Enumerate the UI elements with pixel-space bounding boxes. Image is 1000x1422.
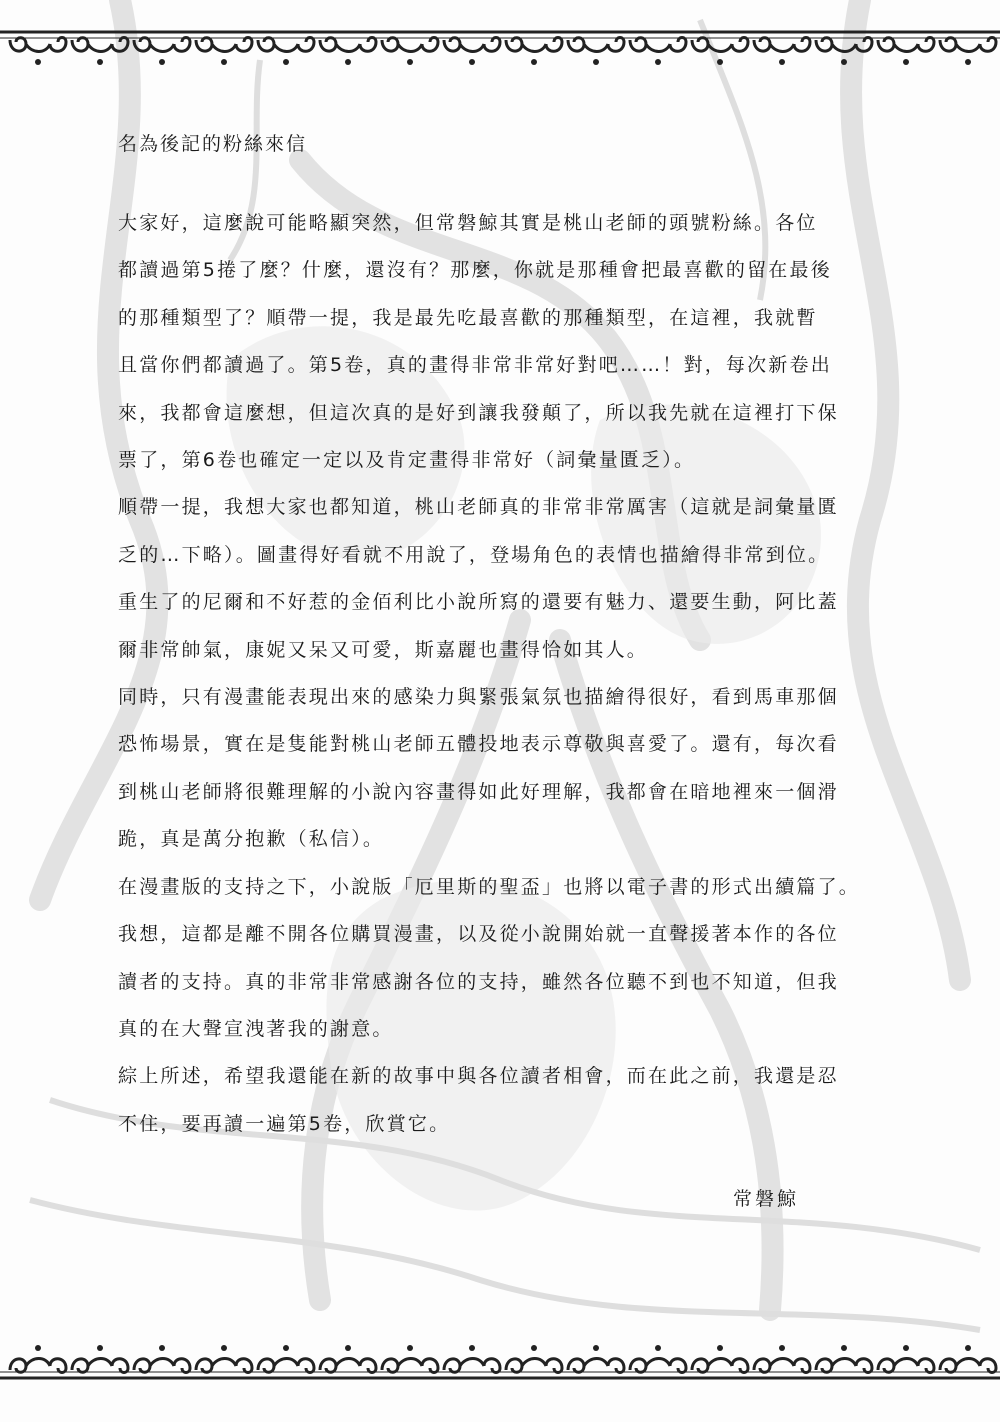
scroll-ornament <box>10 1359 66 1373</box>
scroll-ornament <box>568 38 624 52</box>
scroll-ornament <box>444 1359 500 1373</box>
scroll-ornament <box>816 38 872 52</box>
scroll-ornament <box>134 38 190 52</box>
signature: 常磐鯨 <box>733 1188 800 1210</box>
scroll-ornament <box>878 1359 934 1373</box>
letter-line: 跪，真是萬分抱歉（私信）。 <box>118 828 385 851</box>
letter-paragraph <box>118 200 888 484</box>
letter-line: 在漫畫版的支持之下，小說版「厄里斯的聖盃」也將以電子書的形式出續篇了。 <box>118 875 861 898</box>
letter-line: 且當你們都讀過了。第5卷，真的畫得非常非常好對吧……！對，每次新卷出 <box>118 354 832 377</box>
letter-line: 都讀過第5捲了麼？什麼，還沒有？那麼，你就是那種會把最喜歡的留在最後 <box>118 259 832 282</box>
scroll-ornament <box>630 38 686 52</box>
ornament-dot <box>593 1345 599 1351</box>
ornament-dot <box>221 59 227 65</box>
scroll-ornament <box>382 1359 438 1373</box>
letter-body <box>118 126 888 1148</box>
scroll-ornament <box>506 38 562 52</box>
letter-line: 乏的…下略）。圖畫得好看就不用說了，登場角色的表情也描繪得非常到位。 <box>118 543 830 566</box>
scroll-ornament <box>754 38 810 52</box>
ornament-dot <box>407 59 413 65</box>
scroll-ornament <box>10 38 66 52</box>
ornament-dot <box>407 1345 413 1351</box>
scroll-ornament <box>568 1359 624 1373</box>
ornament-dot <box>717 1345 723 1351</box>
letter-line: 真的在大聲宣洩著我的謝意。 <box>118 1017 394 1040</box>
ornament-dot <box>345 1345 351 1351</box>
top-ornament-border <box>0 20 1000 90</box>
letter-line: 大家好，這麼說可能略顯突然，但常磐鯨其實是桃山老師的頭號粉絲。各位 <box>118 212 818 234</box>
scroll-ornament <box>258 1359 314 1373</box>
letter-paragraphs <box>118 200 888 1148</box>
scroll-ornament <box>320 38 376 52</box>
ornament-dot <box>35 59 41 65</box>
letter-line: 重生了的尼爾和不好惹的金佰利比小說所寫的還要有魅力、還要生動，阿比蓋 <box>118 591 839 614</box>
letter-line: 不住，要再讀一遍第5卷，欣賞它。 <box>118 1112 451 1135</box>
scroll-ornament <box>72 1359 128 1373</box>
ornament-dot <box>531 59 537 65</box>
scroll-ornament <box>630 1359 686 1373</box>
scroll-ornament <box>816 1359 872 1373</box>
letter-line: 讀者的支持。真的非常非常感謝各位的支持，雖然各位聽不到也不知道，但我 <box>118 970 839 993</box>
ornament-dot <box>159 59 165 65</box>
scroll-ornament <box>196 38 252 52</box>
letter-paragraph <box>118 1053 888 1148</box>
ornament-dot <box>345 59 351 65</box>
letter-line: 綜上所述，希望我還能在新的故事中與各位讀者相會，而在此之前，我還是忍 <box>118 1065 839 1088</box>
letter-line: 的那種類型了？順帶一提，我是最先吃最喜歡的那種類型，在這裡，我就暫 <box>118 306 818 329</box>
letter-line: 到桃山老師將很難理解的小說內容畫得如此好理解，我都會在暗地裡來一個滑 <box>118 780 839 803</box>
scroll-ornament <box>72 38 128 52</box>
ornament-dot <box>903 59 909 65</box>
ornament-dot <box>97 1345 103 1351</box>
scroll-ornament <box>196 1359 252 1373</box>
ornament-dot <box>159 1345 165 1351</box>
letter-line: 我想，這都是離不開各位購買漫畫，以及從小說開始就一直聲援著本作的各位 <box>118 923 839 946</box>
ornament-dot <box>593 59 599 65</box>
scroll-ornament <box>692 1359 748 1373</box>
ornament-dot <box>97 59 103 65</box>
ornament-dot <box>965 59 971 65</box>
scroll-ornament <box>878 38 934 52</box>
ornament-dot <box>35 1345 41 1351</box>
scroll-ornament <box>754 1359 810 1373</box>
ornament-dot <box>903 1345 909 1351</box>
scroll-ornament <box>382 38 438 52</box>
ornament-dot <box>531 1345 537 1351</box>
letter-paragraph <box>118 674 888 864</box>
scroll-ornament <box>258 38 314 52</box>
scroll-ornament <box>940 38 996 52</box>
letter-line: 票了，第6卷也確定一定以及肯定畫得非常好（詞彙量匱乏）。 <box>118 449 696 472</box>
ornament-dot <box>655 59 661 65</box>
scroll-ornament <box>506 1359 562 1373</box>
letter-title: 名為後記的粉絲來信 <box>118 133 308 155</box>
scroll-ornament <box>134 1359 190 1373</box>
ornament-dot <box>841 59 847 65</box>
ornament-dot <box>221 1345 227 1351</box>
letter-paragraph <box>118 864 888 1054</box>
scroll-ornament <box>940 1359 996 1373</box>
letter-line: 來，我都會這麼想，但這次真的是好到讓我發顛了，所以我先就在這裡打下保 <box>118 401 839 424</box>
bottom-ornament-border <box>0 1322 1000 1392</box>
ornament-dot <box>965 1345 971 1351</box>
ornament-dot <box>469 1345 475 1351</box>
ornament-dot <box>469 59 475 65</box>
scroll-ornament <box>444 38 500 52</box>
scroll-ornament <box>692 38 748 52</box>
letter-line: 順帶一提，我想大家也都知道，桃山老師真的非常非常厲害（這就是詞彙量匱 <box>118 496 839 519</box>
ornament-dot <box>841 1345 847 1351</box>
ornament-dot <box>779 1345 785 1351</box>
ornament-dot <box>779 59 785 65</box>
scroll-ornament <box>320 1359 376 1373</box>
ornament-dot <box>655 1345 661 1351</box>
ornament-dot <box>283 1345 289 1351</box>
ornament-dot <box>717 59 723 65</box>
letter-line: 同時，只有漫畫能表現出來的感染力與緊張氣氛也描繪得很好，看到馬車那個 <box>118 686 839 709</box>
letter-line: 爾非常帥氣，康妮又呆又可愛，斯嘉麗也畫得恰如其人。 <box>118 638 649 661</box>
ornament-dot <box>283 59 289 65</box>
letter-line: 恐怖場景，實在是隻能對桃山老師五體投地表示尊敬與喜愛了。還有，每次看 <box>118 733 839 756</box>
letter-paragraph <box>118 484 888 674</box>
